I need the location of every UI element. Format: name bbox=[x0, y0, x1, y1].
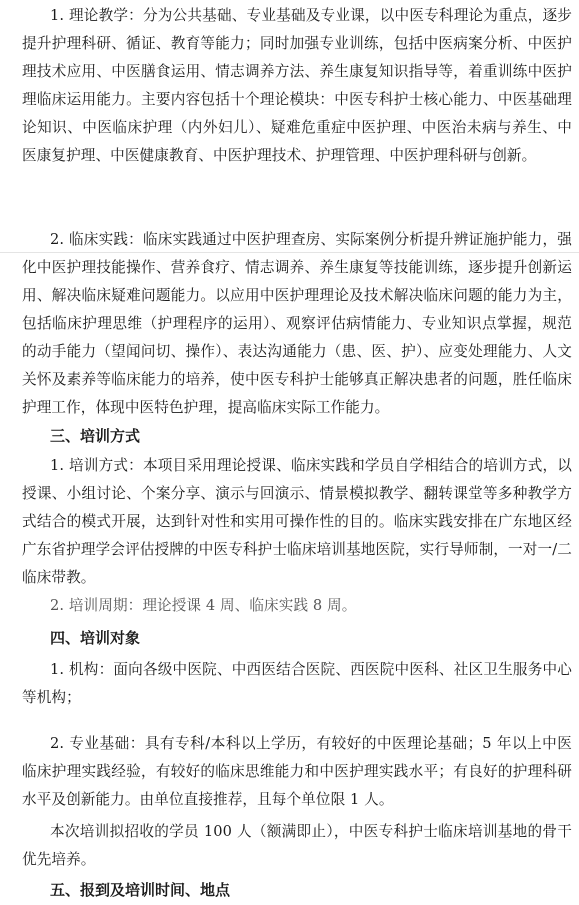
paragraph-training-method: 1. 培训方式：本项目采用理论授课、临床实践和学员自学相结合的培训方式，以授课、小组讨论、个案分享、演示与回演示、情景模拟教学、翻转课堂等多种教学方式结合的模式开展，达到针对性和实用可操作性的目的。临床实践安排在广东地区经广东省护理学会评估授牌的中医专科护士临床培训基地医院，实行导师制，一对一/二临床带教。 bbox=[22, 457, 572, 586]
heading-training-method: 三、培训方式 bbox=[50, 427, 141, 445]
paragraph-enrollment: 本次培训拟招收的学员 100 人（额满即止），中医专科护士临床培训基地的骨干优先培养。 bbox=[22, 823, 572, 868]
paragraph-theory-teaching: 1. 理论教学：分为公共基础、专业基础及专业课，以中医专科理论为重点，逐步提升护理科研、循证、教育等能力；同时加强专业训练，包括中医病案分析、中医护理技术应用、中医膳食运用、情志调养方法、养生康复知识指导等，着重训练中医护理临床运用能力。主要内容包括十个理论模块：中医专科护士核心能力、中医基础理论知识、中医临床护理（内外妇儿）、疑难危重症中医护理、中医治未病与养生、中医康复护理、中医健康教育、中医护理技术、护理管理、中医护理科研与创新。 bbox=[22, 7, 572, 164]
heading-registration: 五、报到及培训时间、地点 bbox=[50, 881, 231, 899]
paragraph-clinical-practice: 2. 临床实践：临床实践通过中医护理查房、实际案例分析提升辨证施护能力，强化中医护理技能操作、营养食疗、情志调养、养生康复等技能训练，逐步提升创新运用、解决临床疑难问题能力。以应用中医护理理论及技术解决临床问题的能力为主，包括临床护理思维（护理程序的运用）、观察评估病情能力、专业知识点掌握，规范的动手能力（望闻问切、操作）、表达沟通能力（患、医、护）、应变处理能力、人文关怀及素养等临床能力的培养，使中医专科护士能够真正解决患者的问题，胜任临床护理工作，体现中医特色护理，提高临床实际工作能力。 bbox=[22, 231, 572, 416]
heading-training-target: 四、培训对象 bbox=[50, 629, 141, 647]
paragraph-professional-basis: 2. 专业基础：具有专科/本科以上学历，有较好的中医理论基础；5 年以上中医临床护理实践经验，有较好的临床思维能力和中医护理实践水平；有良好的护理科研水平及创新能力。由单位直接推荐，且每个单位限 1 人。 bbox=[22, 735, 572, 808]
paragraph-institution: 1. 机构：面向各级中医院、中西医结合医院、西医院中医科、社区卫生服务中心等机构； bbox=[22, 661, 572, 706]
paragraph-training-period: 2. 培训周期：理论授课 4 周、临床实践 8 周。 bbox=[50, 597, 357, 614]
